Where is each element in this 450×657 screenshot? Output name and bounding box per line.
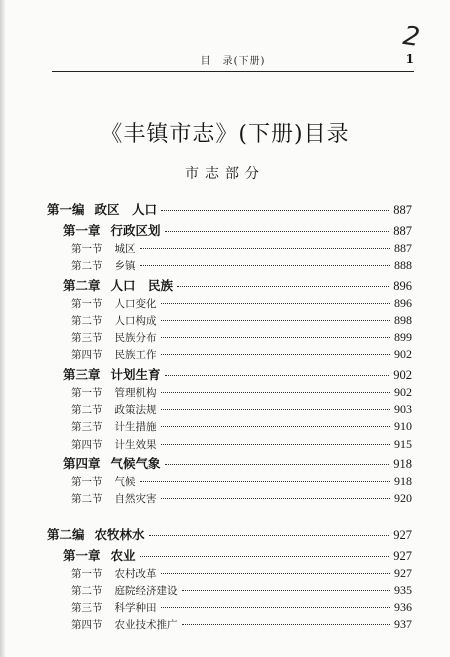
table-of-contents (47, 200, 412, 635)
toc-entry-title: 农牧林水 (94, 526, 145, 542)
dot-leader (161, 444, 391, 445)
dot-leader (165, 375, 390, 376)
toc-entry-title: 管理机构 (114, 386, 157, 399)
toc-entry-title: 自然灾害 (114, 493, 157, 506)
toc-entry-number: 第一节 (71, 386, 103, 399)
dot-leader (177, 286, 389, 287)
handwritten-mark: 2 (401, 20, 423, 54)
toc-entry-title: 气候 (114, 475, 136, 488)
toc-section-row (47, 296, 412, 313)
toc-entry-number: 第二节 (71, 493, 103, 506)
toc-entry-label (71, 491, 157, 506)
toc-page-number: 927 (393, 548, 412, 563)
toc-entry-label (71, 296, 157, 311)
toc-entry-number: 第二节 (71, 314, 103, 327)
dot-leader (140, 481, 391, 482)
toc-entry-number: 第二节 (71, 404, 103, 417)
dot-leader (161, 607, 391, 608)
dot-leader (161, 337, 391, 338)
toc-entry-number: 第四章 (63, 455, 101, 471)
toc-entry-label (71, 437, 157, 452)
toc-section-row (47, 241, 412, 258)
toc-entry-label (71, 617, 178, 632)
toc-entry-number: 第二节 (71, 584, 103, 597)
toc-entry-number: 第二节 (71, 260, 103, 273)
dot-leader (182, 624, 391, 625)
toc-entry-number: 第三节 (71, 602, 103, 615)
toc-section-row (47, 419, 412, 436)
toc-section-row (47, 474, 412, 491)
page-number: 1 (405, 52, 414, 66)
toc-entry-number: 第三节 (71, 332, 103, 345)
toc-page-number: 899 (394, 330, 412, 345)
toc-section-row (47, 437, 412, 454)
toc-entry-title: 政区 人口 (94, 202, 158, 217)
toc-section-row (47, 347, 412, 364)
toc-entry-label (71, 258, 136, 273)
toc-entry-label (63, 276, 173, 294)
dot-leader (161, 303, 391, 304)
toc-entry-label (71, 313, 157, 328)
toc-entry-number: 第一节 (71, 297, 103, 310)
toc-gap (47, 509, 412, 525)
dot-leader (161, 320, 391, 321)
dot-leader (161, 354, 391, 355)
toc-chapter-row (47, 546, 412, 566)
toc-entry-number: 第一编 (47, 202, 85, 217)
toc-section-row (47, 258, 412, 275)
toc-section-row (47, 617, 412, 634)
toc-section-row (47, 385, 412, 402)
toc-entry-number: 第二编 (47, 526, 85, 542)
toc-page-number: 903 (394, 402, 412, 417)
toc-entry-label (63, 365, 161, 383)
dot-leader (165, 464, 390, 465)
toc-part-row (47, 200, 412, 221)
toc-entry-title: 民族工作 (114, 349, 157, 362)
toc-section-row (47, 491, 412, 508)
toc-entry-label (63, 546, 136, 564)
toc-entry-title: 计划生育 (110, 366, 161, 382)
toc-entry-number: 第四节 (71, 438, 103, 451)
dot-leader (140, 265, 391, 266)
dot-leader (161, 392, 391, 393)
toc-page-number: 936 (394, 600, 412, 615)
toc-page-number: 896 (394, 295, 412, 310)
dot-leader (165, 231, 390, 232)
toc-page-number: 918 (394, 473, 412, 488)
toc-section-row (47, 330, 412, 347)
toc-part-row (47, 525, 412, 546)
toc-page-number: 887 (393, 224, 412, 238)
toc-entry-label (71, 385, 157, 400)
dot-leader (140, 248, 391, 249)
toc-entry-title: 科学种田 (114, 602, 157, 615)
toc-page-number: 888 (394, 258, 412, 273)
toc-entry-title: 计生措施 (114, 421, 157, 434)
dot-leader (161, 210, 389, 211)
toc-entry-number: 第三节 (71, 421, 103, 434)
toc-entry-number: 第四节 (71, 619, 103, 632)
toc-entry-number: 第二章 (63, 277, 101, 293)
toc-page-number: 918 (393, 456, 412, 471)
dot-leader (182, 590, 391, 591)
toc-page-number: 910 (394, 419, 412, 434)
toc-entry-label (71, 600, 157, 615)
toc-entry-title: 庭院经济建设 (114, 584, 178, 597)
dot-leader (161, 498, 391, 499)
toc-section-row (47, 566, 412, 583)
toc-entry-number: 第一节 (71, 567, 103, 580)
toc-entry-title: 民族分布 (114, 332, 157, 345)
toc-entry-number: 第一章 (63, 223, 101, 238)
toc-entry-label (63, 221, 161, 239)
toc-entry-title: 农业技术推广 (114, 619, 178, 632)
toc-page-number: 937 (394, 617, 412, 632)
toc-section-row (47, 402, 412, 419)
toc-section-row (47, 600, 412, 617)
toc-page-number: 920 (394, 491, 412, 506)
page-title: 《丰镇市志》(下册)目录 (100, 122, 350, 147)
toc-chapter-row (47, 454, 412, 474)
scan-edge-shadow (0, 0, 6, 657)
toc-chapter-row (47, 365, 412, 385)
header-rule (52, 71, 414, 72)
toc-chapter-row (47, 221, 412, 241)
toc-entry-label (71, 583, 178, 598)
toc-entry-title: 乡镇 (114, 260, 136, 273)
toc-entry-number: 第四节 (71, 349, 103, 362)
toc-page-number: 927 (394, 565, 412, 580)
dot-leader (161, 573, 391, 574)
section-heading: 市志部分 (185, 166, 265, 182)
dot-leader (161, 426, 391, 427)
toc-entry-title: 农业 (110, 547, 136, 563)
toc-entry-title: 人口 民族 (110, 277, 174, 293)
toc-entry-number: 第一章 (63, 547, 101, 563)
toc-entry-number: 第三章 (63, 366, 101, 382)
toc-page-number: 902 (394, 384, 412, 399)
toc-page-number: 898 (394, 312, 412, 327)
toc-page-number: 896 (393, 278, 412, 293)
toc-entry-title: 行政区划 (110, 223, 161, 238)
toc-page-number: 902 (393, 367, 412, 382)
toc-entry-label (71, 402, 157, 417)
toc-entry-label (47, 525, 145, 543)
toc-entry-title: 城区 (114, 243, 136, 255)
toc-page-number: 887 (393, 203, 412, 217)
toc-entry-label (71, 241, 136, 256)
toc-entry-label (71, 347, 157, 362)
dot-leader (149, 535, 390, 536)
toc-page-number: 887 (394, 241, 412, 255)
toc-section-row (47, 583, 412, 600)
toc-page-number: 902 (394, 347, 412, 362)
toc-entry-number: 第一节 (71, 243, 103, 255)
toc-entry-label (71, 330, 157, 345)
toc-entry-label (71, 419, 157, 434)
toc-section-row (47, 313, 412, 330)
toc-entry-title: 政策法规 (114, 404, 157, 417)
toc-page-number: 927 (393, 527, 412, 542)
toc-page-number: 915 (394, 436, 412, 451)
toc-entry-title: 人口构成 (114, 314, 157, 327)
toc-entry-title: 气候气象 (110, 455, 161, 471)
toc-entry-label (47, 200, 157, 218)
dot-leader (161, 409, 391, 410)
toc-entry-label (71, 566, 157, 581)
toc-entry-title: 农村改革 (114, 567, 157, 580)
toc-entry-number: 第一节 (71, 475, 103, 488)
toc-entry-title: 人口变化 (114, 297, 157, 310)
toc-entry-title: 计生效果 (114, 438, 157, 451)
toc-entry-label (63, 454, 161, 472)
dot-leader (140, 556, 390, 557)
toc-chapter-row (47, 276, 412, 296)
toc-page-number: 935 (394, 582, 412, 597)
running-title: 目 录(下册) (200, 56, 266, 67)
toc-entry-label (71, 474, 136, 489)
